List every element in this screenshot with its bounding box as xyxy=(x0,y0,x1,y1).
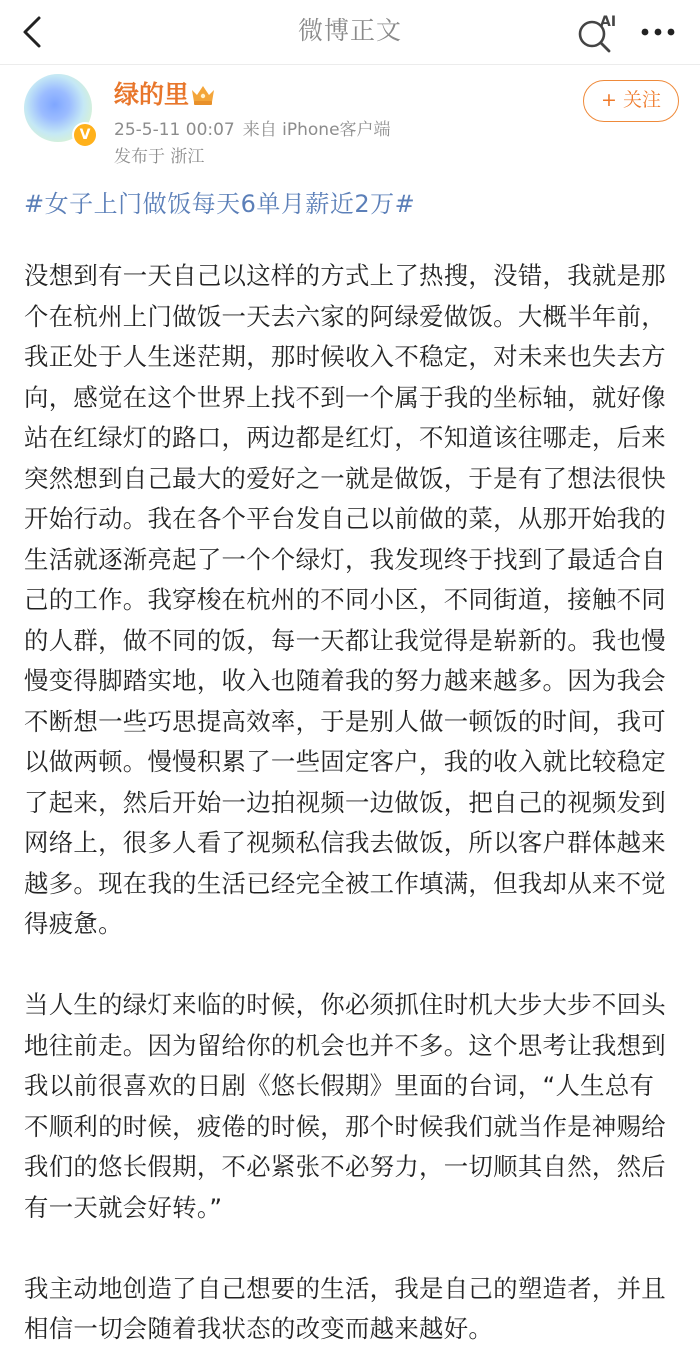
crown-icon xyxy=(190,82,216,106)
nav-bar xyxy=(0,0,700,65)
follow-button[interactable]: + 关注 xyxy=(583,80,679,122)
ai-search-icon xyxy=(574,10,618,54)
post-body xyxy=(24,256,676,1350)
ai-label: AI xyxy=(600,14,617,30)
post-timestamp: 25-5-11 00:07 xyxy=(114,120,235,140)
hashtag-link[interactable]: #女子上门做饭每天6单月薪近2万# xyxy=(24,190,416,218)
post-meta xyxy=(114,118,391,142)
post-source: 来自 iPhone客户端 xyxy=(242,120,391,140)
post-location: 发布于 浙江 xyxy=(114,147,205,167)
post-paragraph: 我主动地创造了自己想要的生活，我是自己的塑造者，并且相信一切会随着我状态的改变而越来越好。 xyxy=(24,1273,666,1343)
verified-badge-icon: V xyxy=(72,122,98,148)
more-button[interactable] xyxy=(636,16,680,48)
more-dots-icon xyxy=(640,27,676,37)
author-name[interactable]: 绿的里 xyxy=(114,80,190,109)
page-title: 微博正文 xyxy=(297,16,402,45)
ai-search-button[interactable] xyxy=(574,10,618,54)
post-paragraph: 没想到有一天自己以这样的方式上了热搜，没错，我就是那个在杭州上门做饭一天去六家的阿绿爱做饭。大概半年前，我正处于人生迷茫期，那时候收入不稳定，对未来也失去方向，感觉在这个世界上找不到一个属于我的坐标轴，就好像站在红绿灯的路口，两边都是红灯，不知道该往哪走，后来突然想到自己最大的爱好之一就是做饭，于是有了想法很快开始行动。我在各个平台发自己以前做的菜，从那开始我的生活就逐渐亮起了一个个绿灯，我发现终于找到了最适合自己的工作。我穿梭在杭州的不同小区，不同街道，接触不同的人群，做不同的饭，每一天都让我觉得是崭新的。我也慢慢变得脚踏实地，收入也随着我的努力越来越多。因为我会不断想一些巧思提高效率，于是别人做一顿饭的时间，我可以做两顿。慢慢积累了一些固定客户，我的收入就比较稳定了起来，然后开始一边拍视频一边做饭，把自己的视频发到网络上，很多人看了视频私信我去做饭，所以客户群体越来越多。现在我的生活已经完全被工作填满，但我却从来不觉得疲惫。 xyxy=(24,261,666,938)
post-paragraph: 当人生的绿灯来临的时候，你必须抓住时机大步大步不回头地往前走。因为留给你的机会也并不多。这个思考让我想到我以前很喜欢的日剧《悠长假期》里面的台词，“人生总有不顺利的时候，疲倦的时候，那个时候我们就当作是神赐给我们的悠长假期，不必紧张不必努力，一切顺其自然，然后有一天就会好转。” xyxy=(24,990,666,1222)
